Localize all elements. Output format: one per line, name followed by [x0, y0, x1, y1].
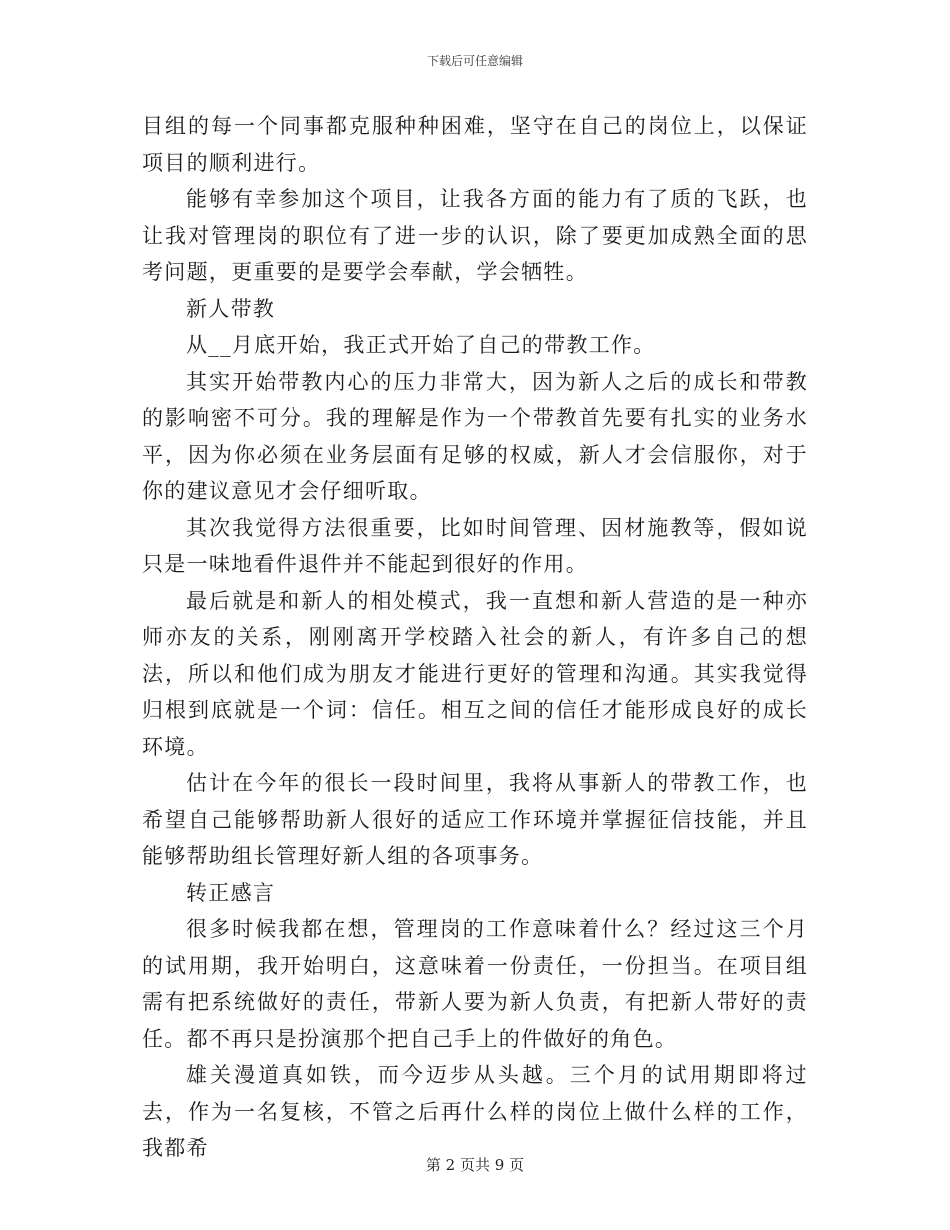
section-heading-probation-reflection: 转正感言: [186, 880, 276, 905]
paragraph: 从__月底开始，我正式开始了自己的带教工作。: [186, 333, 656, 357]
document-body: [142, 108, 808, 1167]
paragraph: 最后就是和新人的相处模式，我一直想和新人营造的是一种亦师亦友的关系，刚刚离开学校踏入社会的新人，有许多自己的想法，所以和他们成为朋友才能进行更好的管理和沟通。其实我觉得归根到底就是一个词：信任。相互之间的信任才能形成良好的成长环境。: [142, 588, 808, 759]
section-heading-new-staff-training: 新人带教: [186, 296, 276, 321]
paragraph: 其实开始带教内心的压力非常大，因为新人之后的成长和带教的影响密不可分。我的理解是作为一个带教首先要有扎实的业务水平，因为你必须在业务层面有足够的权威，新人才会信服你，对于你的建议意见才会仔细听取。: [142, 369, 808, 503]
paragraph: 能够有幸参加这个项目，让我各方面的能力有了质的飞跃，也让我对管理岗的职位有了进一步的认识，除了要更加成熟全面的思考问题，更重要的是要学会奉献，学会牺牲。: [142, 187, 808, 284]
paragraph-continuation: 目组的每一个同事都克服种种困难，坚守在自己的岗位上，以保证项目的顺利进行。: [142, 114, 808, 175]
paragraph: 其次我觉得方法很重要，比如时间管理、因材施教等，假如说只是一味地看件退件并不能起到很好的作用。: [142, 515, 808, 576]
paragraph: 估计在今年的很长一段时间里，我将从事新人的带教工作，也希望自己能够帮助新人很好的适应工作环境并掌握征信技能，并且能够帮助组长管理好新人组的各项事务。: [142, 771, 808, 868]
paragraph: 很多时候我都在想，管理岗的工作意味着什么？经过这三个月的试用期，我开始明白，这意味着一份责任，一份担当。在项目组需有把系统做好的责任，带新人要为新人负责，有把新人带好的责任。都不再只是扮演那个把自己手上的件做好的角色。: [142, 917, 808, 1051]
paragraph: 雄关漫道真如铁，而今迈步从头越。三个月的试用期即将过去，作为一名复核，不管之后再什么样的岗位上做什么样的工作，我都希: [142, 1063, 808, 1160]
page-header: 下载后可任意编辑: [426, 54, 523, 68]
page-number-footer: 第 2 页共 9 页: [425, 1156, 525, 1174]
